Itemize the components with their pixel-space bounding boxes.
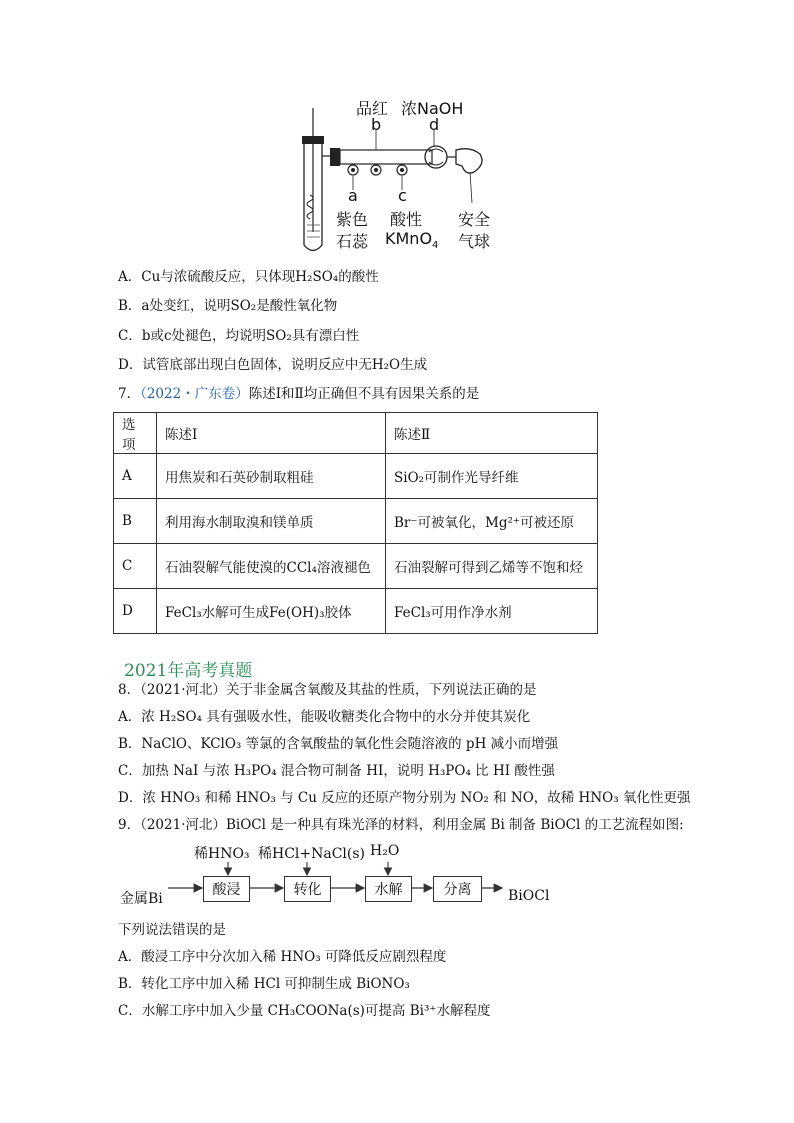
reagent-hno3: 稀HNO₃ [194, 846, 250, 862]
letter-a: a [348, 186, 358, 205]
table-row [114, 454, 598, 499]
q8-option-c: C．加热 NaI 与浓 H₃PO₄ 混合物可制备 HI，说明 H₃PO₄ 比 HI 酸性强 [118, 763, 555, 779]
q9-prompt: 下列说法错误的是 [118, 922, 226, 938]
letter-d: d [429, 115, 440, 134]
table-row [114, 589, 598, 634]
label-acid1: 酸性 [390, 210, 423, 229]
reagent-h2o: H₂O [370, 843, 400, 859]
q9-stem: 9．（2021·河北）BiOCl 是一种具有珠光泽的材料，利用金属 Bi 制备 BiOCl 的工艺流程如图: [118, 817, 684, 833]
q6-option-c: C．b或c处褪色，均说明SO₂具有漂白性 [118, 328, 360, 344]
q6-option-d: D．试管底部出现白色固体，说明反应中无H₂O生成 [118, 357, 428, 373]
table-header-row [114, 413, 598, 454]
flow-end: BiOCl [508, 888, 550, 904]
label-naoh: 浓NaOH [401, 99, 464, 118]
table-cell: C [114, 544, 157, 589]
label-safety2: 气球 [458, 232, 491, 251]
table-cell: 石油裂解气能使溴的CCl₄溶液褪色 [157, 544, 386, 589]
table-row [114, 544, 598, 589]
q6-option-a: A．Cu与浓硫酸反应，只体现H₂SO₄的酸性 [118, 269, 379, 285]
header-cell: 选项 [114, 413, 157, 454]
reagent-hcl-nacl: 稀HCl+NaCl(s) [258, 846, 366, 862]
table-row [114, 499, 598, 544]
table-cell: 利用海水制取溴和镁单质 [157, 499, 386, 544]
letter-b: b [371, 115, 382, 134]
flow-box-convert: 转化 [284, 876, 331, 902]
q9-option-b: B．转化工序中加入稀 HCl 可抑制生成 BiONO₃ [118, 976, 410, 992]
label-kmno4: KMnO$_4$ [385, 229, 439, 252]
table-cell: A [114, 454, 157, 499]
table-cell: 用焦炭和石英砂制取粗硅 [157, 454, 386, 499]
q9-option-a: A．酸浸工序中分次加入稀 HNO₃ 可降低反应剧烈程度 [118, 949, 447, 965]
flow-box-separate: 分离 [433, 876, 482, 902]
letter-c: c [398, 186, 407, 205]
section-title: 2021年高考真题 [124, 661, 253, 681]
table-cell: B [114, 499, 157, 544]
label-safety1: 安全 [458, 210, 491, 229]
table-cell: D [114, 589, 157, 634]
label-ziseshi2: 石蕊 [336, 232, 369, 251]
flow-box-hydrolysis: 水解 [365, 876, 412, 902]
table-cell: Br⁻可被氧化，Mg²⁺可被还原 [386, 499, 598, 544]
header-cell: 陈述Ⅰ [157, 413, 386, 454]
header-cell: 陈述Ⅱ [386, 413, 598, 454]
q8-option-a: A．浓 H₂SO₄ 具有强吸水性，能吸收糖类化合物中的水分并使其炭化 [118, 709, 531, 725]
label-ziseshi1: 紫色 [336, 210, 369, 229]
flow-box-acid-leach: 酸浸 [203, 876, 250, 902]
q8-stem: 8．（2021·河北）关于非金属含氧酸及其盐的性质，下列说法正确的是 [118, 682, 537, 698]
q6-option-b: B．a处变红，说明SO₂是酸性氧化物 [118, 298, 338, 314]
q7-table [113, 412, 598, 634]
q7-stem: 7．（2022・广东卷）陈述Ⅰ和Ⅱ均正确但不具有因果关系的是 [118, 386, 480, 402]
q8-option-d: D．浓 HNO₃ 和稀 HNO₃ 与 Cu 反应的还原产物分别为 NO₂ 和 NO，故稀 HNO₃ 氧化性更强 [118, 790, 691, 806]
q8-option-b: B．NaClO、KClO₃ 等氯的含氧酸盐的氧化性会随溶液的 pH 减小而增强 [118, 736, 559, 752]
table-cell: SiO₂可制作光导纤维 [386, 454, 598, 499]
q7-source: （2022・广东卷） [140, 386, 249, 402]
table-cell: FeCl₃水解可生成Fe(OH)₃胶体 [157, 589, 386, 634]
q9-option-c: C．水解工序中加入少量 CH₃COONa(s)可提高 Bi³⁺水解程度 [118, 1003, 491, 1019]
table-cell: 石油裂解可得到乙烯等不饱和烃 [386, 544, 598, 589]
label-pinhong: 品红 [356, 99, 389, 118]
flow-start: 金属Bi [120, 891, 163, 907]
table-cell: FeCl₃可用作净水剂 [386, 589, 598, 634]
